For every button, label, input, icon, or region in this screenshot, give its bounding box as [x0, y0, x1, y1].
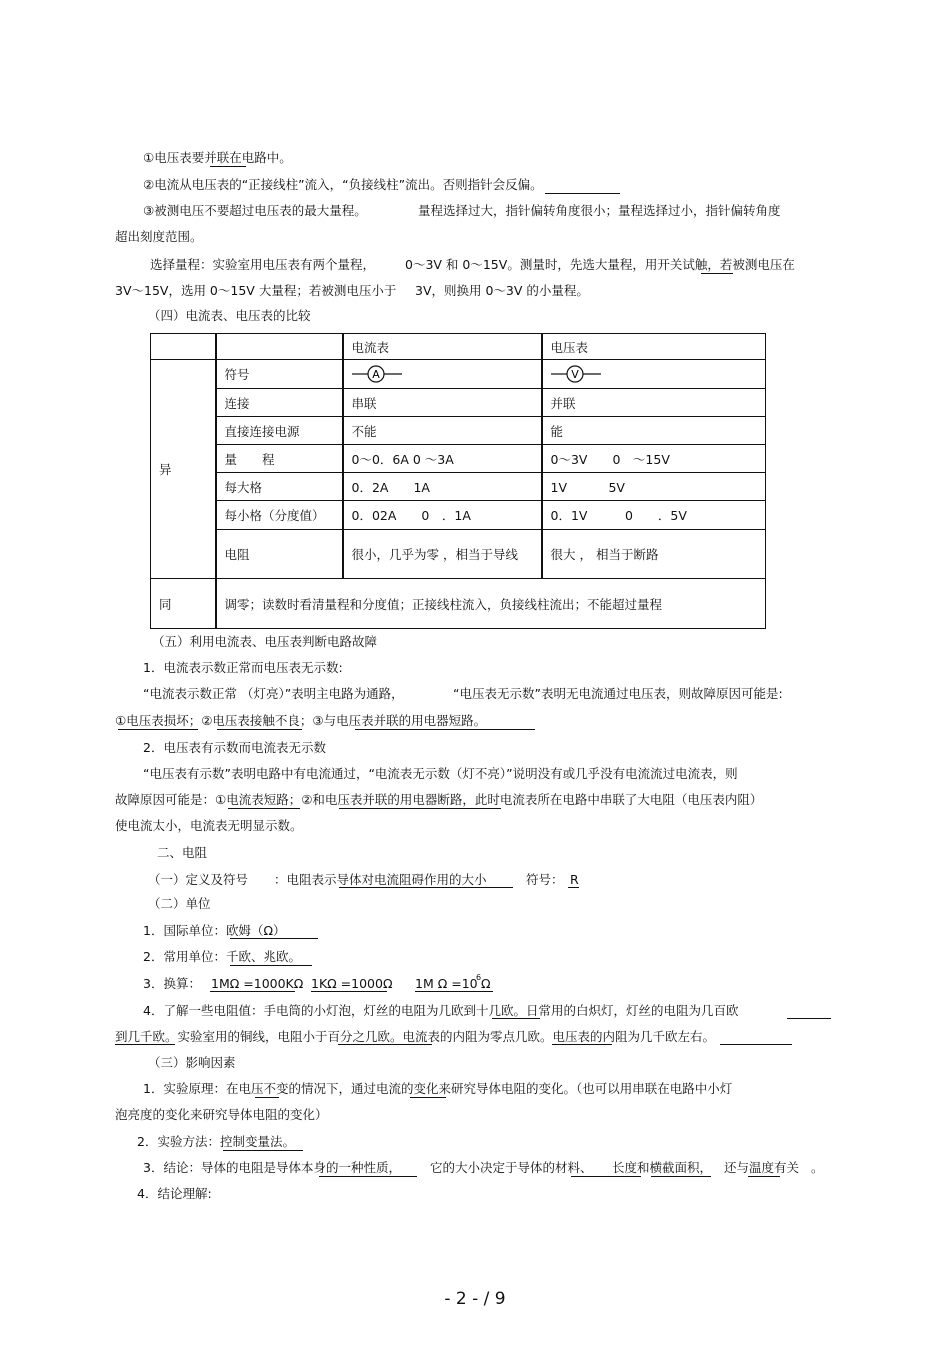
row-label: 每大格	[216, 473, 343, 501]
text-line: 超出刻度范围。	[115, 229, 203, 244]
comparison-table	[150, 333, 766, 629]
text-line: Ω	[481, 976, 491, 991]
blank-underline	[338, 1044, 432, 1045]
blank-underline	[651, 1176, 711, 1177]
text-line: “电压表无示数”表明无电流通过电压表，则故障原因可能是:	[453, 686, 783, 701]
superscript: 6	[476, 973, 482, 982]
row-label: 每小格（分度值）	[216, 501, 343, 530]
blank-underline	[217, 729, 302, 730]
text-line: ②电流从电压表的“正接线柱”流入，“负接线柱”流出。否则指针会反偏。	[143, 177, 543, 192]
table-row	[151, 389, 766, 417]
blank-underline	[568, 887, 579, 888]
table-row	[151, 501, 766, 530]
same-text-cell: 调零；读数时看清量程和分度值；正接线柱流入，负接线柱流出；不能超过量程	[216, 579, 766, 629]
blank-underline	[223, 1150, 303, 1151]
voltmeter-symbol-cell	[542, 360, 766, 389]
row-label: 符号	[216, 360, 343, 389]
page-number: - 2 - / 9	[444, 1289, 506, 1309]
voltmeter-cell: 能	[542, 417, 766, 445]
text-line: 选择量程：实验室用电压表有两个量程，	[150, 257, 376, 272]
blank-underline	[230, 938, 318, 939]
text-line: 还与温度有关	[724, 1160, 800, 1175]
blank-underline	[748, 1176, 780, 1177]
blank-underline	[552, 1044, 612, 1045]
table-row	[151, 530, 766, 579]
text-line: 2．电压表有示数而电流表无示数	[143, 740, 326, 755]
voltmeter-cell: 0．1V 0 ．5V	[542, 501, 766, 530]
text-line: 故障原因可能是：①电流表短路；②和电压表并联的用电器断路，此时电流表所在电路中串联了大电阻（电压表内阻）	[115, 792, 763, 807]
group-diff-label: 异	[151, 360, 216, 579]
text-line: 。	[811, 1160, 824, 1175]
row-label: 量 程	[216, 445, 343, 473]
ammeter-cell: 不能	[343, 417, 542, 445]
text-line: ③被测电压不要超过电压表的最大量程。	[143, 203, 367, 218]
text-line: ①电压表损坏；②电压表接触不良；③与电压表并联的用电器短路。	[115, 713, 487, 728]
section-heading: （三）影响因素	[148, 1055, 236, 1070]
text-line: ：电阻表示导体对电流阻碍作用的大小	[274, 872, 487, 887]
blank-underline	[339, 808, 501, 809]
blank-underline	[210, 991, 295, 992]
ammeter-cell: 0．02A 0 ．1A	[343, 501, 542, 530]
group-same-label: 同	[151, 579, 216, 629]
text-line: “电流表示数正常 （灯亮）”表明主电路为通路，	[143, 686, 404, 701]
text-line: R	[570, 872, 579, 887]
text-line: 量程选择过大，指针偏转角度很小；量程选择过小，指针偏转角度	[418, 203, 781, 218]
ammeter-symbol-cell	[343, 360, 542, 389]
text-line: 符号：	[526, 872, 564, 887]
text-line: 1KΩ =1000Ω	[311, 976, 393, 991]
table-row	[151, 417, 766, 445]
table-row	[151, 473, 766, 501]
text-line: 1．实验原理：在电压不变的情况下，通过电流的变化来研究导体电阻的变化。（也可以用串联在电路中小灯	[143, 1081, 733, 1096]
ammeter-cell: 很小，几乎为零 ，相当于导线	[343, 530, 542, 579]
table-row	[151, 360, 766, 389]
text-line: “电压表有示数”表明电路中有电流通过，“电流表无示数（灯不亮）”说明没有或几乎没有电流流过电流表，则	[143, 766, 738, 781]
text-line: 0～3V 和 0～15V。测量时，先选大量程，用开关试触，若被测电压在	[405, 257, 795, 272]
text-line: 4．结论理解:	[137, 1186, 212, 1201]
blank-underline	[571, 1176, 641, 1177]
table-row	[151, 445, 766, 473]
ammeter-cell: 串联	[343, 389, 542, 417]
text-line: 3．结论：导体的电阻是导体本身的一种性质，	[143, 1160, 401, 1175]
blank-underline	[210, 166, 246, 167]
text-line: 1．电流表示数正常而电压表无示数:	[143, 660, 343, 675]
text-line: 1M Ω =10	[415, 976, 478, 991]
svg-text:V: V	[570, 368, 579, 381]
voltmeter-cell: 0～3V 0 ～15V	[542, 445, 766, 473]
header-ammeter: 电流表	[343, 334, 542, 360]
text-line: 1MΩ =1000KΩ	[211, 976, 304, 991]
section-heading: （二）单位	[148, 896, 211, 911]
section-heading: （五）利用电流表、电压表判断电路故障	[152, 634, 378, 649]
blank-underline	[787, 1018, 831, 1019]
ammeter-cell: 0．2A 1A	[343, 473, 542, 501]
blank-underline	[118, 729, 198, 730]
ammeter-symbol-icon	[352, 363, 402, 385]
svg-text:A: A	[371, 368, 380, 381]
blank-underline	[492, 1018, 540, 1019]
section-heading: （四）电流表、电压表的比较	[148, 308, 311, 323]
blank-underline	[311, 991, 387, 992]
blank-underline	[415, 991, 493, 992]
table-header-row	[151, 334, 766, 360]
text-line: 它的大小决定于导体的材料、	[430, 1160, 593, 1175]
text-line: 4．了解一些电阻值：手电筒的小灯泡，灯丝的电阻为几欧到十几欧。日常用的白炽灯，灯丝的电阻为几百欧	[143, 1003, 739, 1018]
blank-underline	[255, 1097, 279, 1098]
text-line: 1．国际单位：欧姆（Ω）	[143, 923, 286, 938]
blank-underline	[115, 1044, 175, 1045]
blank-underline	[545, 193, 620, 194]
blank-underline	[228, 808, 300, 809]
text-line: 泡亮度的变化来研究导体电阻的变化）	[115, 1107, 328, 1122]
text-line: 3．换算：	[143, 976, 201, 991]
row-label: 连接	[216, 389, 343, 417]
blank-underline	[701, 273, 733, 274]
table-row	[151, 579, 766, 629]
text-line: 2．常用单位：千欧、兆欧。	[143, 949, 301, 964]
blank-underline	[339, 887, 513, 888]
blank-underline	[720, 1044, 792, 1045]
text-line: 2．实验方法：控制变量法。	[137, 1134, 295, 1149]
ammeter-cell: 0～0．6A 0 ～3A	[343, 445, 542, 473]
text-line: 使电流太小，电流表无明显示数。	[115, 818, 303, 833]
blank-underline	[319, 1176, 417, 1177]
text-line: 3V～15V，选用 0～15V 大量程；若被测电压小于	[115, 283, 397, 298]
text-line: 3V，则换用 0～3V 的小量程。	[415, 283, 589, 298]
text-line: 长度和横截面积，	[612, 1160, 713, 1175]
voltmeter-cell: 1V 5V	[542, 473, 766, 501]
text-line: 到几千欧。实验室用的铜线，电阻小于百分之几欧。电流表的内阻为零点几欧。电压表的内阻为几千欧左右。	[115, 1029, 716, 1044]
row-label: 电阻	[216, 530, 343, 579]
row-label: 直接连接电源	[216, 417, 343, 445]
text-line: ①电压表要并联在电路中。	[143, 150, 292, 165]
voltmeter-cell: 并联	[542, 389, 766, 417]
voltmeter-cell: 很大 ， 相当于断路	[542, 530, 766, 579]
header-voltmeter: 电压表	[542, 334, 766, 360]
text-line: （一）定义及符号	[148, 872, 249, 887]
blank-underline	[230, 965, 312, 966]
blank-underline	[355, 729, 535, 730]
blank-underline	[410, 1097, 446, 1098]
section-heading: 二、电阻	[157, 845, 208, 860]
voltmeter-symbol-icon	[551, 363, 601, 385]
